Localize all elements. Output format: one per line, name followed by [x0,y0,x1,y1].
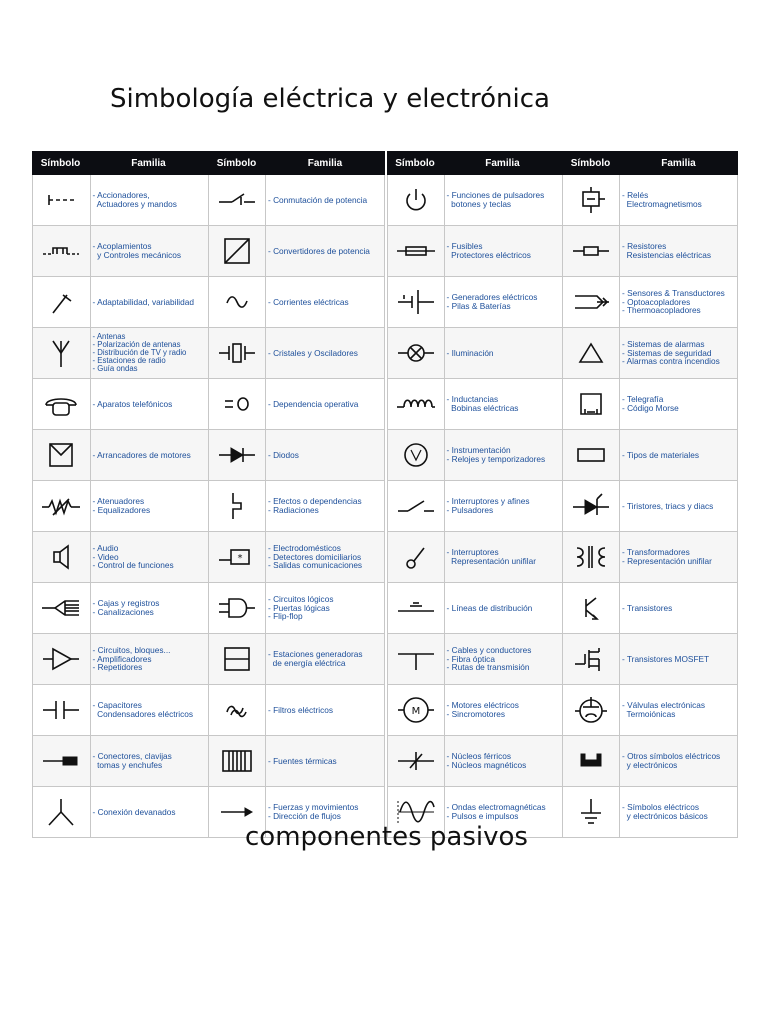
table-row [388,328,738,379]
family-cell [266,532,385,582]
telegraph-icon [571,389,611,419]
symbol-cell [33,481,91,531]
symbol-cell [33,379,91,429]
symbol-table-right [387,151,738,837]
family-text: - Símbolos eléctricos y electrónicos básicos [622,802,708,821]
family-cell [91,736,209,786]
family-cell [266,430,385,480]
table-row [33,736,385,787]
symbol-cell [209,481,267,531]
winding-connection-icon [41,797,81,827]
table-row [33,226,385,277]
crystal-icon [217,338,257,368]
symbol-cell [388,277,445,327]
table-row [33,430,385,481]
symbol-cell [563,430,621,480]
family-cell [445,532,563,582]
family-cell [445,277,563,327]
distribution-line-icon [396,593,436,623]
table-row [33,532,385,583]
family-text: - Relés Electromagnetismos [622,190,702,209]
family-text: - Conectores, clavijas tomas y enchufes [92,751,172,770]
power-switch-icon [217,185,257,215]
symbol-cell [388,226,445,276]
symbol-cell [388,379,445,429]
switch-icon [396,491,436,521]
symbol-cell [563,583,621,633]
family-cell [266,328,385,378]
table-row [33,685,385,736]
family-cell [266,277,385,327]
capacitor-icon [41,695,81,725]
family-cell [620,736,738,786]
family-cell [91,685,209,735]
voltmeter-icon [396,440,436,470]
family-cell [91,430,209,480]
family-text: - Instrumentación - Relojes y temporizadores [446,445,546,464]
family-text: - Tiristores, triacs y diacs [622,500,714,511]
family-text: - Audio - Video - Control de funciones [92,543,174,571]
family-text: - Telegrafía - Código Morse [622,394,679,413]
family-text: - Transistores MOSFET [622,653,710,664]
symbol-cell [563,481,621,531]
family-cell [445,430,563,480]
family-cell [620,634,738,684]
transformer-icon [571,542,611,572]
table-row [33,481,385,532]
symbol-cell [209,277,267,327]
family-cell [620,787,738,837]
family-text: - Válvulas electrónicas Termoiónicas [622,700,706,719]
family-text: - Corrientes eléctricas [268,296,349,307]
dependency-icon [217,389,257,419]
ferrite-core-icon [396,746,436,776]
family-cell [266,379,385,429]
family-text: - Motores eléctricos - Sincromotores [446,700,519,719]
table-row [388,277,738,328]
table-row [388,583,738,634]
symbol-cell [33,328,91,378]
family-text: - Cajas y registros - Canalizaciones [92,598,160,617]
symbol-cell [33,685,91,735]
family-text: - Transistores [622,602,673,613]
symbol-cell [209,379,267,429]
subtitle: componentes pasivos [245,822,528,852]
inductor-icon [396,389,436,419]
family-cell [445,226,563,276]
family-cell [91,379,209,429]
family-text: - Generadores eléctricos - Pilas & Baterías [446,292,538,311]
symbol-cell [33,736,91,786]
table-row [33,277,385,328]
other-symbol-icon [571,746,611,776]
family-cell [620,379,738,429]
symbol-cell [388,175,445,225]
diode-icon [217,440,257,470]
family-cell [620,481,738,531]
antenna-icon [41,338,81,368]
symbol-cell [209,583,267,633]
header-family: Familia [307,157,343,169]
family-text: - Circuitos, bloques... - Amplificadores - Repetidores [92,645,171,673]
vacuum-tube-icon [571,695,611,725]
family-text: - Dependencia operativa [268,398,359,409]
symbol-cell [563,787,621,837]
radiation-icon [217,491,257,521]
family-cell [91,583,209,633]
family-cell [266,736,385,786]
family-text: - Filtros eléctricos [268,704,334,715]
family-text: - Fuentes térmicas [268,755,337,766]
appliance-icon [217,542,257,572]
table-row [388,685,738,736]
family-text: - Cables y conductores - Fibra óptica - Rutas de transmisión [446,645,532,673]
symbol-cell [33,175,91,225]
junction-box-icon [41,593,81,623]
page-title: Simbología eléctrica y electrónica [110,84,550,114]
ac-wave-icon [217,287,257,317]
family-cell [266,481,385,531]
header-symbol: Símbolo [570,157,611,169]
family-text: - Capacitores Condensadores eléctricos [92,700,194,719]
family-text: - Efectos o dependencias - Radiaciones [268,496,362,515]
family-cell [91,277,209,327]
table-row [388,736,738,787]
family-cell [620,430,738,480]
telephone-icon [41,389,81,419]
resistor-icon [571,236,611,266]
table-body [387,175,738,838]
battery-icon [396,287,436,317]
family-cell [91,532,209,582]
family-cell [620,328,738,378]
header-family: Familia [485,157,520,169]
family-cell [620,175,738,225]
family-text: - Transformadores - Representación unifilar [622,547,712,566]
symbol-cell [563,277,621,327]
symbol-cell [563,532,621,582]
symbol-cell [563,226,621,276]
header-symbol: Símbolo [216,157,257,169]
family-text: - Atenuadores - Equalizadores [92,496,151,515]
speaker-icon [41,542,81,572]
table-row [388,379,738,430]
table-body [32,175,385,838]
motor-icon [396,695,436,725]
table-row [388,481,738,532]
table-row [388,226,738,277]
family-text: - Circuitos lógicos - Puertas lógicas - Flip-flop [268,594,334,622]
family-cell [445,175,563,225]
family-cell [445,328,563,378]
family-cell [266,175,385,225]
symbol-cell [388,481,445,531]
svg-text:*: * [237,553,243,564]
symbol-cell [33,583,91,633]
family-cell [266,583,385,633]
family-cell [445,736,563,786]
family-cell [266,685,385,735]
material-rectangle-icon [571,440,611,470]
symbol-cell [33,430,91,480]
symbol-cell [388,634,445,684]
header-family: Familia [131,157,166,169]
svg-text:M: M [411,706,421,717]
symbol-cell [209,532,267,582]
lamp-icon [396,338,436,368]
table-row [33,175,385,226]
alarm-triangle-icon [571,338,611,368]
header-symbol: Símbolo [40,157,81,169]
table-row [388,634,738,685]
family-cell [91,481,209,531]
family-cell [620,685,738,735]
family-cell [91,787,209,837]
adjustable-arrow-icon [41,287,81,317]
family-cell [91,226,209,276]
family-text: - Electrodomésticos - Detectores domiciliarios - Salidas comunicaciones [268,543,363,571]
family-text: - Resistores Resistencias eléctricas [622,241,711,260]
symbol-cell [33,226,91,276]
symbol-cell [209,634,267,684]
symbol-cell [388,736,445,786]
converter-box-icon [217,236,257,266]
family-text: - Fuerzas y movimientos - Dirección de flujos [268,802,359,821]
table-row [388,175,738,226]
symbol-cell [33,787,91,837]
symbol-cell [209,430,267,480]
symbol-cell [563,736,621,786]
thyristor-icon [571,491,611,521]
family-text: - Convertidores de potencia [268,245,370,256]
variable-resistor-icon [41,491,81,521]
symbol-cell [388,532,445,582]
family-text: - Conexión devanados [92,806,176,817]
symbol-cell [209,736,267,786]
family-text: - Arrancadores de motores [92,449,191,460]
family-text: - Núcleos férricos - Núcleos magnéticos [446,751,527,770]
table-row [33,328,385,379]
cable-icon [396,644,436,674]
family-text: - Diodos [268,449,299,460]
family-text: - Sensores & Transductores - Optoacopladores - Thermoacopladores [622,288,725,316]
amplifier-icon [41,644,81,674]
transistor-icon [571,593,611,623]
family-text: - Sistemas de alarmas - Sistemas de seguridad - Alarmas contra incendios [622,339,720,367]
family-text: - Interruptores Representación unifilar [446,547,536,566]
symbol-cell [209,226,267,276]
family-text: - Ondas electromagnéticas - Pulsos e impulsos [446,802,546,821]
family-cell [620,277,738,327]
family-text: - Iluminación [446,347,494,358]
motor-starter-icon [41,440,81,470]
family-text: - Estaciones generadoras de energía eléctrica [268,649,363,668]
symbol-table-left [32,151,385,837]
logic-gate-icon [217,593,257,623]
family-text: - Antenas - Polarización de antenas - Distribución de TV y radio - Estaciones de radio - Guía ondas [92,331,187,374]
family-text: - Otros símbolos eléctricos y electrónicos [622,751,721,770]
filter-icon [217,695,257,725]
family-text: - Funciones de pulsadores botones y teclas [446,190,545,209]
symbol-cell [209,328,267,378]
table-row [33,634,385,685]
family-text: - Adaptabilidad, variabilidad [92,296,194,307]
family-cell [445,379,563,429]
table-row [388,430,738,481]
symbol-cell [563,175,621,225]
table-row [388,532,738,583]
family-text: - Conmutación de potencia [268,194,368,205]
symbol-cell [388,583,445,633]
family-text: - Líneas de distribución [446,602,533,613]
mechanical-coupling-icon [41,236,81,266]
header-symbol: Símbolo [395,157,435,169]
table-header [32,151,385,175]
single-line-switch-icon [396,542,436,572]
family-cell [445,583,563,633]
symbol-cell [563,328,621,378]
symbol-cell [563,685,621,735]
family-cell [445,685,563,735]
family-cell [445,634,563,684]
family-text: - Accionadores, Actuadores y mandos [92,190,177,209]
family-cell [266,634,385,684]
family-cell [620,226,738,276]
table-row [33,379,385,430]
symbol-cell [33,532,91,582]
family-text: - Aparatos telefónicos [92,398,173,409]
family-cell [445,481,563,531]
family-text: - Interruptores y afines - Pulsadores [446,496,530,515]
symbol-cell [33,277,91,327]
symbol-cell [33,634,91,684]
family-cell [91,328,209,378]
symbol-cell [388,430,445,480]
symbol-cell [563,379,621,429]
symbol-cell [209,175,267,225]
connector-icon [41,746,81,776]
family-cell [620,532,738,582]
fuse-icon [396,236,436,266]
family-text: - Acoplamientos y Controles mecánicos [92,241,182,260]
power-button-icon [396,185,436,215]
family-cell [91,634,209,684]
symbol-cell [388,328,445,378]
family-cell [91,175,209,225]
family-text: - Cristales y Osciladores [268,347,358,358]
mosfet-icon [571,644,611,674]
sensor-icon [571,287,611,317]
table-header [387,151,738,175]
header-family: Familia [661,157,696,169]
actuator-dash-icon [41,185,81,215]
ground-icon [571,797,611,827]
relay-icon [571,185,611,215]
thermal-source-icon [217,746,257,776]
symbol-cell [209,685,267,735]
generator-station-icon [217,644,257,674]
symbol-cell [563,634,621,684]
family-text: - Fusibles Protectores eléctricos [446,241,531,260]
table-row [33,583,385,634]
family-cell [620,583,738,633]
family-cell [266,226,385,276]
family-text: - Inductancias Bobinas eléctricas [446,394,519,413]
family-text: - Tipos de materiales [622,449,700,460]
symbol-cell [388,685,445,735]
